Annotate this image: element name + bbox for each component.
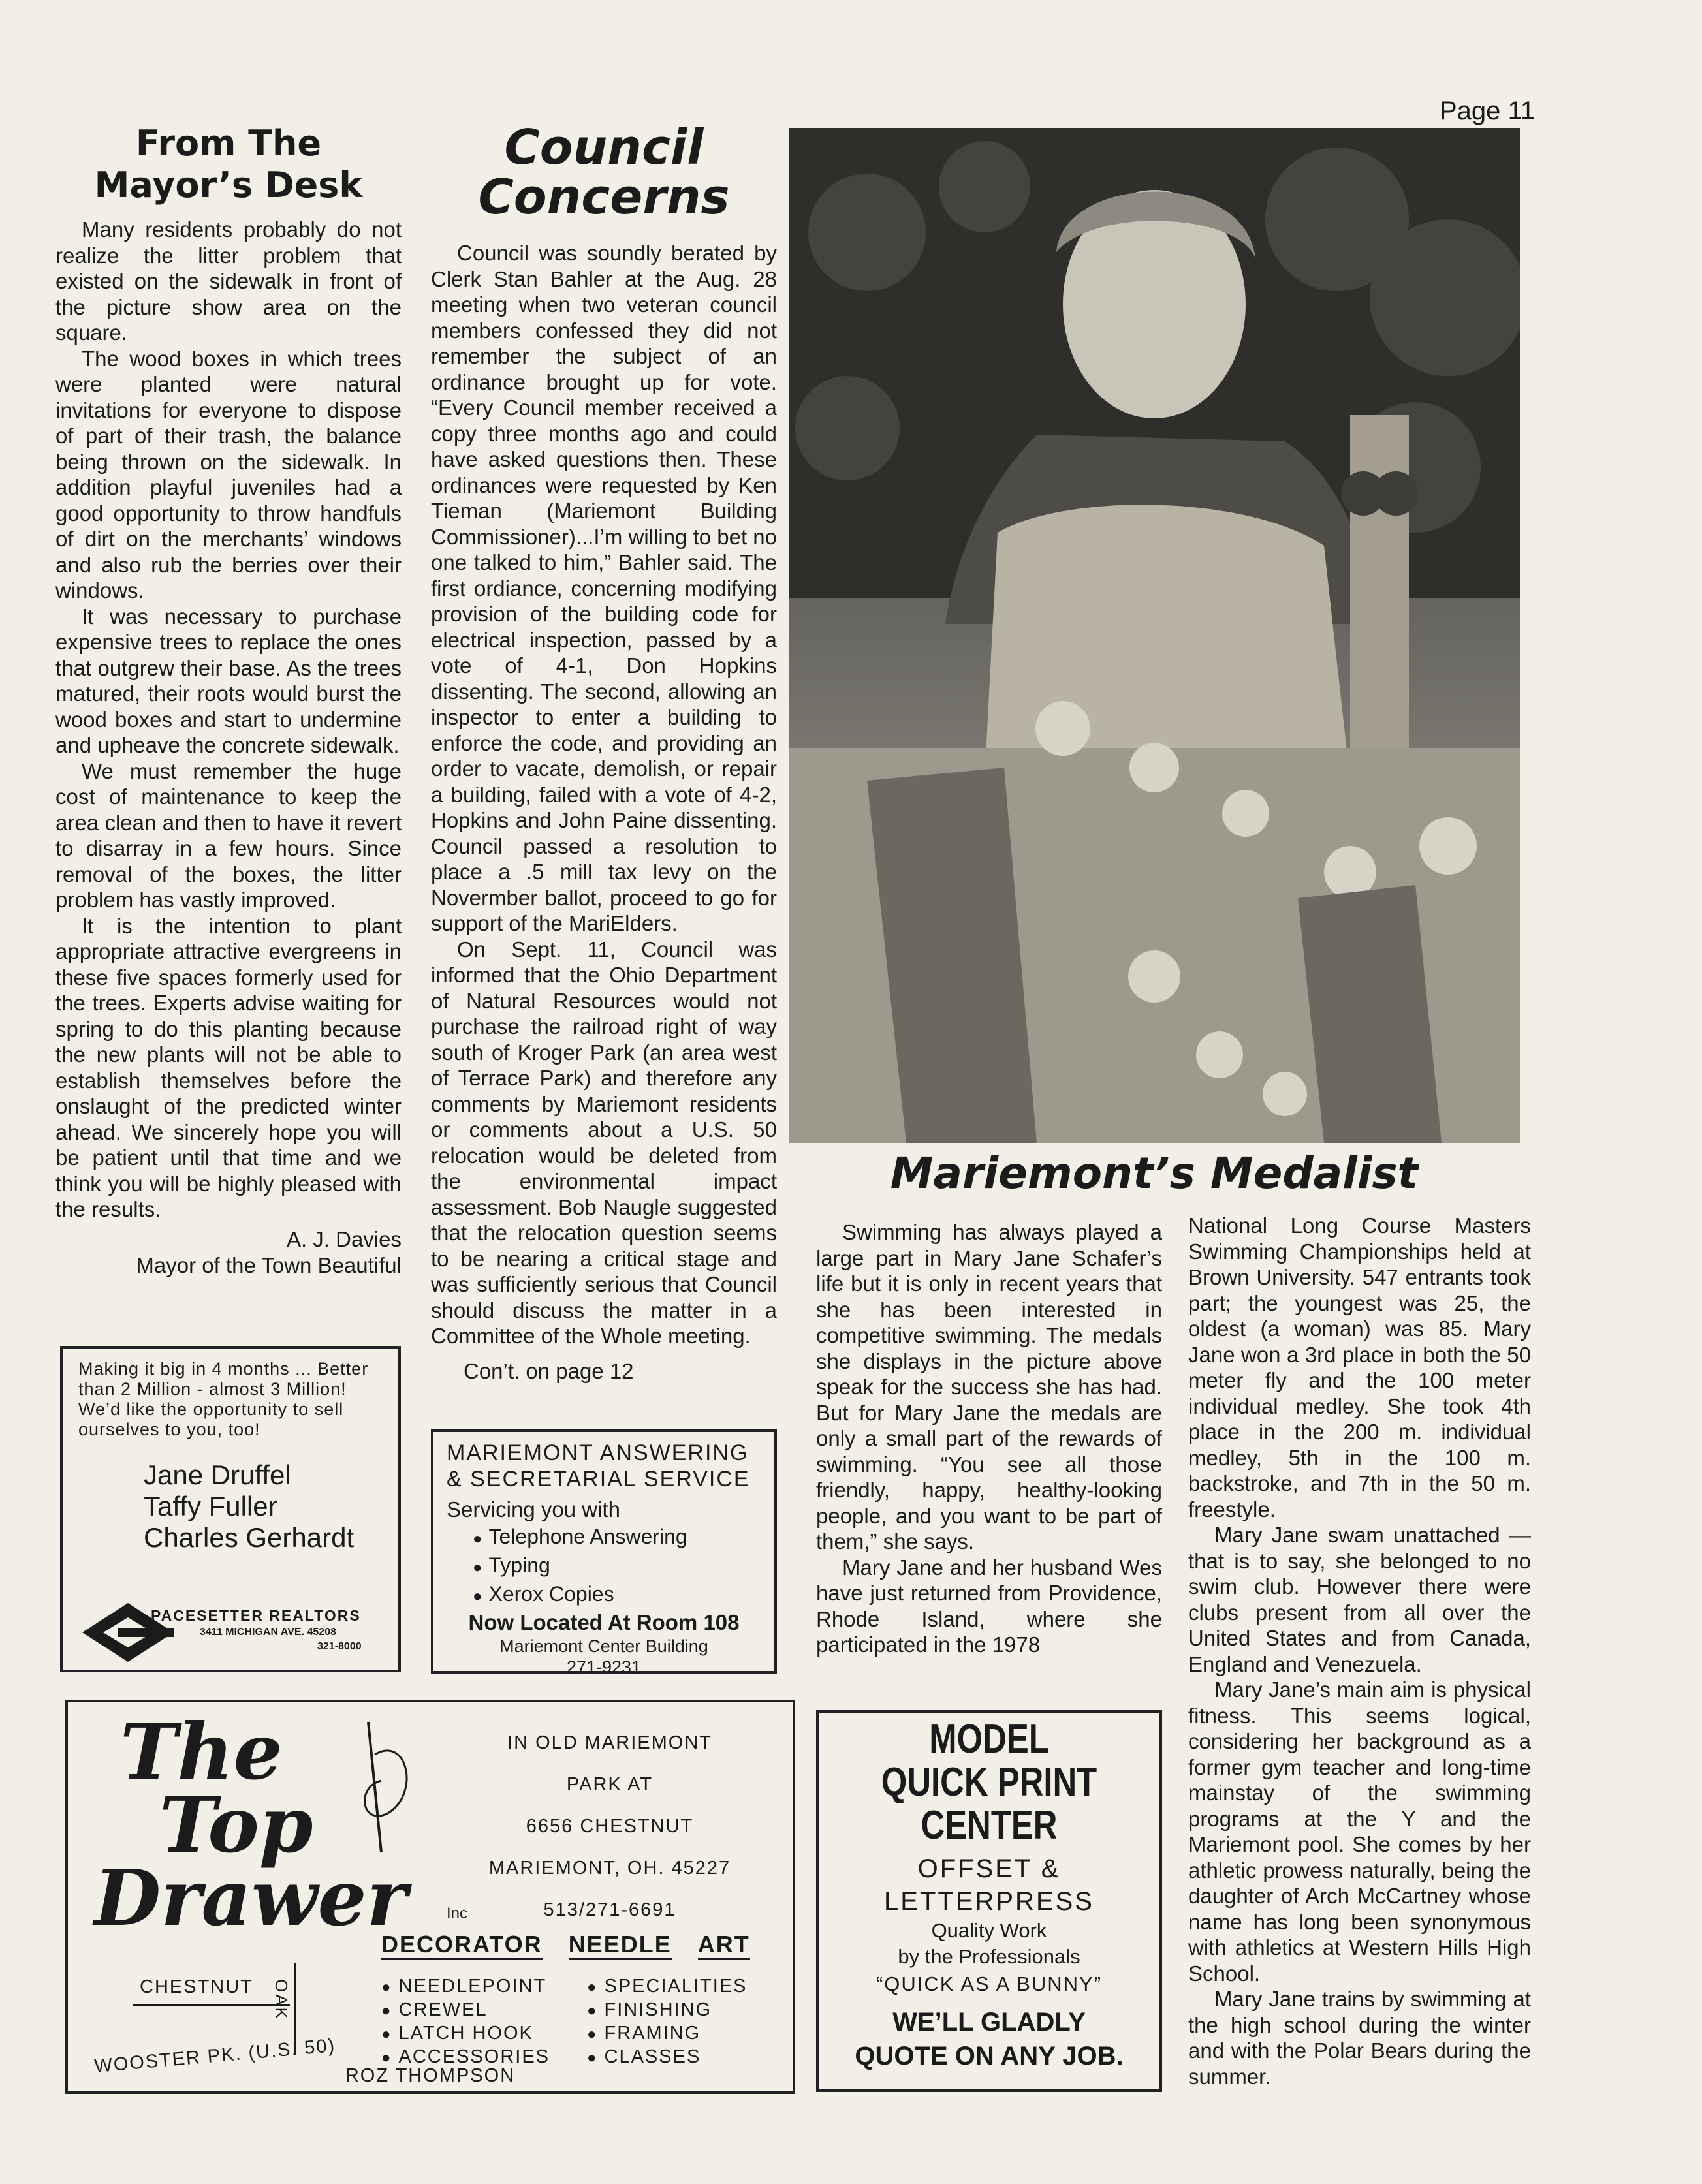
answering-location: Now Located At Room 108 — [468, 1610, 740, 1634]
council-column — [431, 119, 777, 1384]
realtor-name: Jane Druffel — [144, 1459, 291, 1490]
quick-print-ad — [816, 1710, 1162, 2092]
medalist-column-2 — [1188, 1213, 1531, 2089]
mayor-signature-name: A. J. Davies — [286, 1226, 402, 1251]
top-drawer-item: ● FRAMING — [587, 2022, 748, 2046]
top-drawer-category: DECORATOR — [381, 1931, 543, 1960]
quick-print-line2: QUICK PRINT — [881, 1760, 1097, 1805]
answering-building: Mariemont Center Building — [499, 1636, 708, 1656]
top-drawer-item: ● SPECIALITIES — [587, 1975, 748, 1999]
council-article — [431, 240, 777, 1349]
top-drawer-item: ● LATCH HOOK — [381, 2022, 550, 2046]
council-title — [431, 119, 777, 225]
quick-print-line9: WE’LL GLADLY — [892, 2008, 1086, 2036]
council-continued-link[interactable]: Con’t. on page 12 — [464, 1358, 634, 1383]
top-drawer-inc: Inc — [447, 1905, 468, 1922]
council-paragraph: Council was soundly berated by Clerk Stan Bahler at the Aug. 28 meeting when two veteran council members confessed they did not remember the subject of an ordinance brought up for vote. “Every Council member received a copy three months ago and could have asked questions then. These ordinances were requested by Ken Tieman (Mariemont Building Commissioner)...I’m willing to bet no one talked to him,” Bahler said. The first ordiance, concerning modifying provision of the building code for electrical inspection, passed by a vote of 4-1, Don Hopkins dissenting. The second, allowing an inspector to enter a building to enforce the code, and providing an order to vacate, demolish, or repair a building, failed with a vote of 4-2, Hopkins and John Paine dissenting. Council passed a resolution to place a .5 mill tax levy on the Novermber ballot, proceed to go for support of the MariElders. — [431, 241, 777, 935]
answering-title-line1: MARIEMONT ANSWERING — [447, 1441, 749, 1465]
answering-phone: 271-9231 — [566, 1657, 642, 1677]
quick-print-line4: OFFSET & — [917, 1854, 1061, 1883]
map-street-chestnut: CHESTNUT — [140, 1976, 253, 1997]
top-drawer-items-left — [381, 1975, 550, 2069]
council-title-line2: Concerns — [478, 169, 730, 225]
answering-servicing: Servicing you with — [447, 1497, 620, 1521]
realtors-names — [78, 1459, 383, 1553]
answering-service-item: ● Telephone Answering — [473, 1523, 761, 1552]
top-drawer-logo-line3: Drawer — [94, 1852, 407, 1943]
pacesetter-logo — [82, 1603, 383, 1662]
mayor-signature-title: Mayor of the Town Beautiful — [136, 1253, 402, 1277]
top-drawer-address-line: 513/271-6691 — [543, 1899, 676, 1920]
quick-print-line6: Quality Work — [931, 1919, 1047, 1942]
mayor-title — [55, 123, 402, 206]
quick-print-line8: “QUICK AS A BUNNY” — [875, 1973, 1103, 1995]
top-drawer-logo-line2: Top — [159, 1779, 313, 1870]
medalist-paragraph: Mary Jane swam unattached — that is to say, she belonged to no swim club. However there were clubs present from all over the United States and from Canada, England and Venezuela. — [1188, 1523, 1531, 1676]
quick-print-line10: QUOTE ON ANY JOB. — [855, 2042, 1124, 2070]
top-drawer-item: ● FINISHING — [587, 1999, 748, 2022]
top-drawer-item: ● NEEDLEPOINT — [381, 1975, 550, 1999]
medalist-paragraph: Mary Jane’s main aim is physical fitness. This seems logical, considering her background as a former gym teacher and long-time mainstay of the swimming programs at the Y and the Mariemont pool. She comes by her athletic prowess naturally, being the daughter of Arch McCartney whose name has long been synonymous with athletics at Western Hills High School. — [1188, 1677, 1531, 1986]
map-street-chestnut-line — [133, 2004, 290, 2006]
realtor-name: Taffy Fuller — [144, 1491, 277, 1521]
quick-print-line7: by the Professionals — [898, 1945, 1080, 1968]
mayor-paragraph: It was necessary to purchase expensive trees to replace the ones that outgrew their base. As the trees matured, their roots would burst the wood boxes and start to undermine and upheave the concrete sidewalk. — [55, 604, 402, 757]
top-drawer-ad — [65, 1700, 795, 2094]
top-drawer-address-line: PARK AT — [566, 1774, 654, 1795]
answering-service-item: ● Typing — [473, 1552, 761, 1581]
medalist-paragraph: Mary Jane trains by swimming at the high school during the winter and with the Polar Bears during the summer. — [1188, 1987, 1531, 2089]
top-drawer-category: ART — [698, 1931, 750, 1960]
quick-print-line5: LETTERPRESS — [884, 1887, 1094, 1916]
answering-service-ad — [431, 1429, 777, 1677]
page-number: Page 11 — [1440, 97, 1536, 125]
top-drawer-address — [473, 1722, 747, 1931]
top-drawer-address-line: 6656 CHESTNUT — [526, 1816, 694, 1837]
top-drawer-item: ● CLASSES — [587, 2046, 748, 2069]
answering-title-line2: & SECRETARIAL SERVICE — [447, 1467, 750, 1491]
pacesetter-address: 3411 MICHIGAN AVE. 45208 — [200, 1627, 336, 1638]
mayor-paragraph: It is the intention to plant appropriate attractive evergreens in these five spaces formerly used for the trees. Experts advise waiting for spring to do this planting because the new plants will not be able to establish themselves before the onslaught of the predicted winter ahead. We sincerely hope you will be patient until that time and we think you will be highly pleased with the results. — [55, 913, 402, 1221]
top-drawer-item: ● ACCESSORIES — [381, 2046, 550, 2069]
realtor-name: Charles Gerhardt — [144, 1522, 355, 1553]
answering-service-item: ● Xerox Copies — [473, 1581, 761, 1610]
top-drawer-categories — [381, 1931, 786, 1960]
top-drawer-owner: ROZ THOMPSON — [345, 2065, 516, 2086]
top-drawer-item: ● CREWEL — [381, 1999, 550, 2022]
map-street-oak: OAK — [272, 1979, 291, 2021]
mayor-paragraph: The wood boxes in which trees were planted were natural invitations for everyone to dispose of part of their trash, the balance being thrown on the sidewalk. In addition playful juveniles had a good opportunity to throw handfuls of dirt on the merchants’ windows and also rub the berries over their windows. — [55, 346, 402, 602]
council-paragraph: On Sept. 11, Council was informed that the Ohio Department of Natural Resources would not purchase the railroad right of way south of Kroger Park (an area west of Terrace Park) and therefore any comments by Mariemont residents or comments about a U.S. 50 relocation would be deleted from the environmental impact assessment. Bob Naugle suggested that the relocation question seems to be nearing a critical stage and was sufficiently serious that Council should discuss the matter in a Committee of the Whole meeting. — [431, 937, 777, 1348]
answering-services-list — [447, 1523, 761, 1610]
pacesetter-logo-text: PACESETTER REALTORS — [151, 1607, 361, 1624]
medalist-photo — [789, 128, 1520, 1143]
mayor-column — [55, 123, 402, 1279]
mayor-paragraph: We must remember the huge cost of maintenance to keep the area clean and then to have it revert to disarray in a few hours. Since removal of the boxes, the litter problem has vastly improved. — [55, 758, 402, 912]
needle-thread-icon — [329, 1715, 420, 1859]
mayor-title-line1: From The — [135, 123, 322, 164]
photo-illustration — [789, 128, 1520, 1143]
medalist-headline: Mariemont’s Medalist — [890, 1148, 1419, 1198]
medalist-paragraph: Mary Jane and her husband Wes have just returned from Providence, Rhode Island, where she participated in the 1978 — [816, 1555, 1162, 1657]
top-drawer-category: NEEDLE — [569, 1931, 672, 1960]
mayor-article — [55, 217, 402, 1223]
map-street-wooster: WOOSTER PK. (U.S. 50) — [93, 2035, 337, 2078]
pacesetter-phone: 321-8000 — [317, 1641, 362, 1652]
top-drawer-logo-line1: The — [120, 1706, 283, 1797]
quick-print-line1: MODEL — [929, 1717, 1049, 1762]
council-title-line1: Council — [504, 119, 704, 176]
quick-print-line3: CENTER — [921, 1803, 1058, 1848]
top-drawer-items-right — [587, 1975, 748, 2069]
medalist-column-1 — [816, 1219, 1162, 1658]
mayor-title-line2: Mayor’s Desk — [94, 164, 363, 206]
top-drawer-address-line: IN OLD MARIEMONT — [507, 1732, 712, 1753]
medalist-paragraph: National Long Course Masters Swimming Championships held at Brown University. 547 entrants took part; the youngest was 25, the oldest (a woman) was 85. Mary Jane won a 3rd place in both the 50 meter fly and the 100 meter individual medley. She took 4th place in the 200 m. individual medley, 5th in the 100 m. backstroke, and 7th in the 50 m. freestyle. — [1188, 1213, 1531, 1521]
realtors-ad — [60, 1346, 401, 1672]
medalist-paragraph: Swimming has always played a large part in Mary Jane Schafer’s life but it is only in recent years that she has been interested in competitive swimming. The medals she displays in the picture above speak for the success she has had. But for Mary Jane the medals are only a small part of the rewards of swimming. “You see all those friendly, happy, healthy-looking people, and you want to be part of them,” she says. — [816, 1220, 1162, 1553]
realtors-tagline: Making it big in 4 months ... Better than 2 Million - almost 3 Million! We’d like the opportunity to sell ourselves to you, too! — [78, 1359, 369, 1439]
mayor-paragraph: Many residents probably do not realize the litter problem that existed on the sidewalk in front of the picture show area on the square. — [55, 217, 402, 345]
top-drawer-address-line: MARIEMONT, OH. 45227 — [488, 1858, 731, 1879]
top-drawer-map — [81, 1950, 368, 2081]
